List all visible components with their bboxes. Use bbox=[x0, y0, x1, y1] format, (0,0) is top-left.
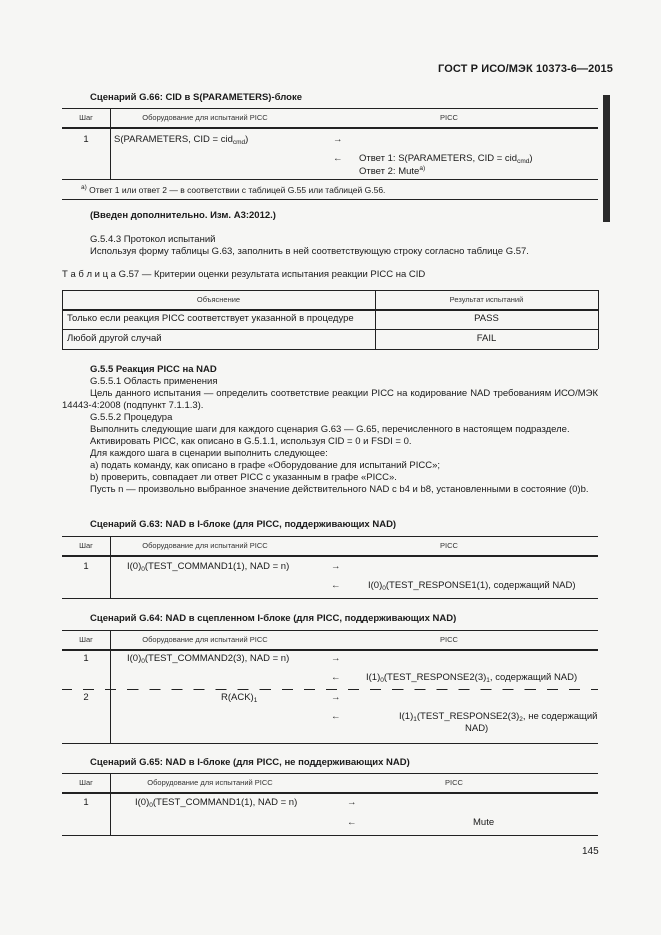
procedure-paragraph: Пусть n — произвольно выбранное значение действительного NAD с b4 и b8, установленными в состояние (0)b. bbox=[90, 484, 589, 495]
arrow-left-icon: ← bbox=[347, 817, 357, 828]
arrow-left-icon: ← bbox=[331, 672, 341, 683]
table-row-explanation: Любой другой случай bbox=[67, 333, 162, 344]
section-543-text: Используя форму таблицы G.63, заполнить в ней соответствующую строку согласно таблице G.57. bbox=[90, 246, 529, 257]
picc-response: Mute bbox=[473, 817, 495, 828]
picc-response: $I(0)_0(TEST\_RESPONSE1(1)$, содержащий NAD) bbox=[368, 580, 576, 592]
arrow-right-icon: → bbox=[347, 797, 357, 808]
col-explanation-header: Объяснение bbox=[196, 295, 241, 304]
document-header: ГОСТ Р ИСО/МЭК 10373-6—2015 bbox=[438, 63, 613, 75]
section-543-heading: G.5.4.3 Протокол испытаний bbox=[90, 234, 216, 245]
table-footnote: $^{a)}$ Ответ 1 или ответ 2 — в соответствии с таблицей G.55 или таблицей G.56. bbox=[81, 184, 386, 195]
col-equipment-header: Оборудование для испытаний PICC bbox=[142, 541, 268, 550]
table-row-explanation: Только если реакция PICC соответствует указанной в процедуре bbox=[67, 313, 354, 324]
picc-answer-1: Ответ 1: S(PARAMETERS, CID = cid$_{cmd}$) bbox=[359, 153, 533, 165]
arrow-left-icon: ← bbox=[333, 153, 343, 164]
section-552-heading: G.5.5.2 Процедура bbox=[90, 412, 173, 423]
equipment-command: $I(0)_0(TEST\_COMMAND1(1)$, NAD = n) bbox=[135, 797, 298, 809]
picc-answer-2: Ответ 2: Mute$^{a)}$ bbox=[359, 165, 426, 178]
procedure-paragraph: Активировать PICC, как описано в G.5.1.1, используя CID = 0 и FSDI = 0. bbox=[90, 436, 412, 447]
section-551-text: Цель данного испытания — определить соответствие реакции PICC на кодирование NAD требованиям ИСО/МЭК 14443-4:2008 (подпункт 7.1.1.3). bbox=[62, 388, 598, 412]
col-result-header: Результат испытаний bbox=[449, 295, 524, 304]
table-g57-caption: Т а б л и ц а G.57 — Критерии оценки результата испытания реакции PICC на CID bbox=[62, 269, 426, 280]
equipment-command: $I(0)_0(TEST\_COMMAND1(1)$, NAD = n) bbox=[127, 561, 290, 573]
table-row-result: FAIL bbox=[476, 333, 497, 344]
col-equipment-header: Оборудование для испытаний PICC bbox=[142, 635, 268, 644]
procedure-paragraph: b) проверить, совпадает ли ответ PICC с указанным в графе «PICC». bbox=[90, 472, 397, 483]
scenario-g63-title: Сценарий G.63: NAD в I-блоке (для PICC, поддерживающих NAD) bbox=[90, 519, 397, 530]
arrow-right-icon: → bbox=[333, 134, 343, 145]
arrow-right-icon: → bbox=[331, 692, 341, 703]
step-number: 1 bbox=[83, 134, 89, 145]
chain-divider bbox=[62, 689, 598, 690]
scenario-g64-title: Сценарий G.64: NAD в сцепленном I-блоке (для PICC, поддерживающих NAD) bbox=[90, 613, 457, 624]
col-picc-header: PICC bbox=[440, 635, 458, 644]
procedure-paragraph: a) подать команду, как описано в графе «Оборудование для испытаний PICC»; bbox=[90, 460, 441, 471]
step-number: 1 bbox=[83, 797, 89, 808]
col-step-header: Шаг bbox=[79, 541, 93, 550]
col-picc-header: PICC bbox=[440, 113, 458, 122]
procedure-paragraph: Выполнить следующие шаги для каждого сценария G.63 — G.65, перечисленного в настоящем подразделе. bbox=[90, 424, 570, 435]
col-step-header: Шаг bbox=[79, 113, 93, 122]
step-number: 1 bbox=[83, 653, 89, 664]
arrow-right-icon: → bbox=[331, 561, 341, 572]
step-number: 2 bbox=[83, 692, 89, 703]
procedure-paragraph: Для каждого шага в сценарии выполнить следующее: bbox=[90, 448, 328, 459]
section-551-heading: G.5.5.1 Область применения bbox=[90, 376, 218, 387]
picc-response: $I(1)_0(TEST\_RESPONSE2(3)_1$, содержащий NAD) bbox=[366, 672, 578, 684]
col-picc-header: PICC bbox=[445, 778, 463, 787]
scenario-g65-title: Сценарий G.65: NAD в I-блоке (для PICC, не поддерживающих NAD) bbox=[90, 757, 410, 768]
page-number: 145 bbox=[582, 846, 599, 857]
equipment-command: $I(0)_0(TEST\_COMMAND2(3)$, NAD = n) bbox=[127, 653, 290, 665]
col-picc-header: PICC bbox=[440, 541, 458, 550]
equipment-command: S(PARAMETERS, CID = cid$_{cmd}$) bbox=[114, 134, 249, 146]
arrow-left-icon: ← bbox=[331, 711, 341, 722]
arrow-right-icon: → bbox=[331, 653, 341, 664]
equipment-command: $R(ACK)_1$ bbox=[221, 692, 258, 704]
step-number: 1 bbox=[83, 561, 89, 572]
col-step-header: Шаг bbox=[79, 778, 93, 787]
arrow-left-icon: ← bbox=[331, 580, 341, 591]
amendment-note: (Введен дополнительно. Изм. А3:2012.) bbox=[90, 210, 276, 221]
col-equipment-header: Оборудование для испытаний PICC bbox=[142, 113, 268, 122]
picc-response-cont: NAD) bbox=[465, 723, 489, 734]
margin-bar bbox=[603, 95, 610, 222]
scenario-g66-title: Сценарий G.66: CID в S(PARAMETERS)-блоке bbox=[90, 92, 303, 103]
col-step-header: Шаг bbox=[79, 635, 93, 644]
col-equipment-header: Оборудование для испытаний PICC bbox=[147, 778, 273, 787]
section-55-heading: G.5.5 Реакция PICC на NAD bbox=[90, 364, 217, 375]
picc-response: $I(1)_1(TEST\_RESPONSE2(3)_2$, не содержащий bbox=[399, 711, 598, 723]
table-row-result: PASS bbox=[474, 313, 499, 324]
